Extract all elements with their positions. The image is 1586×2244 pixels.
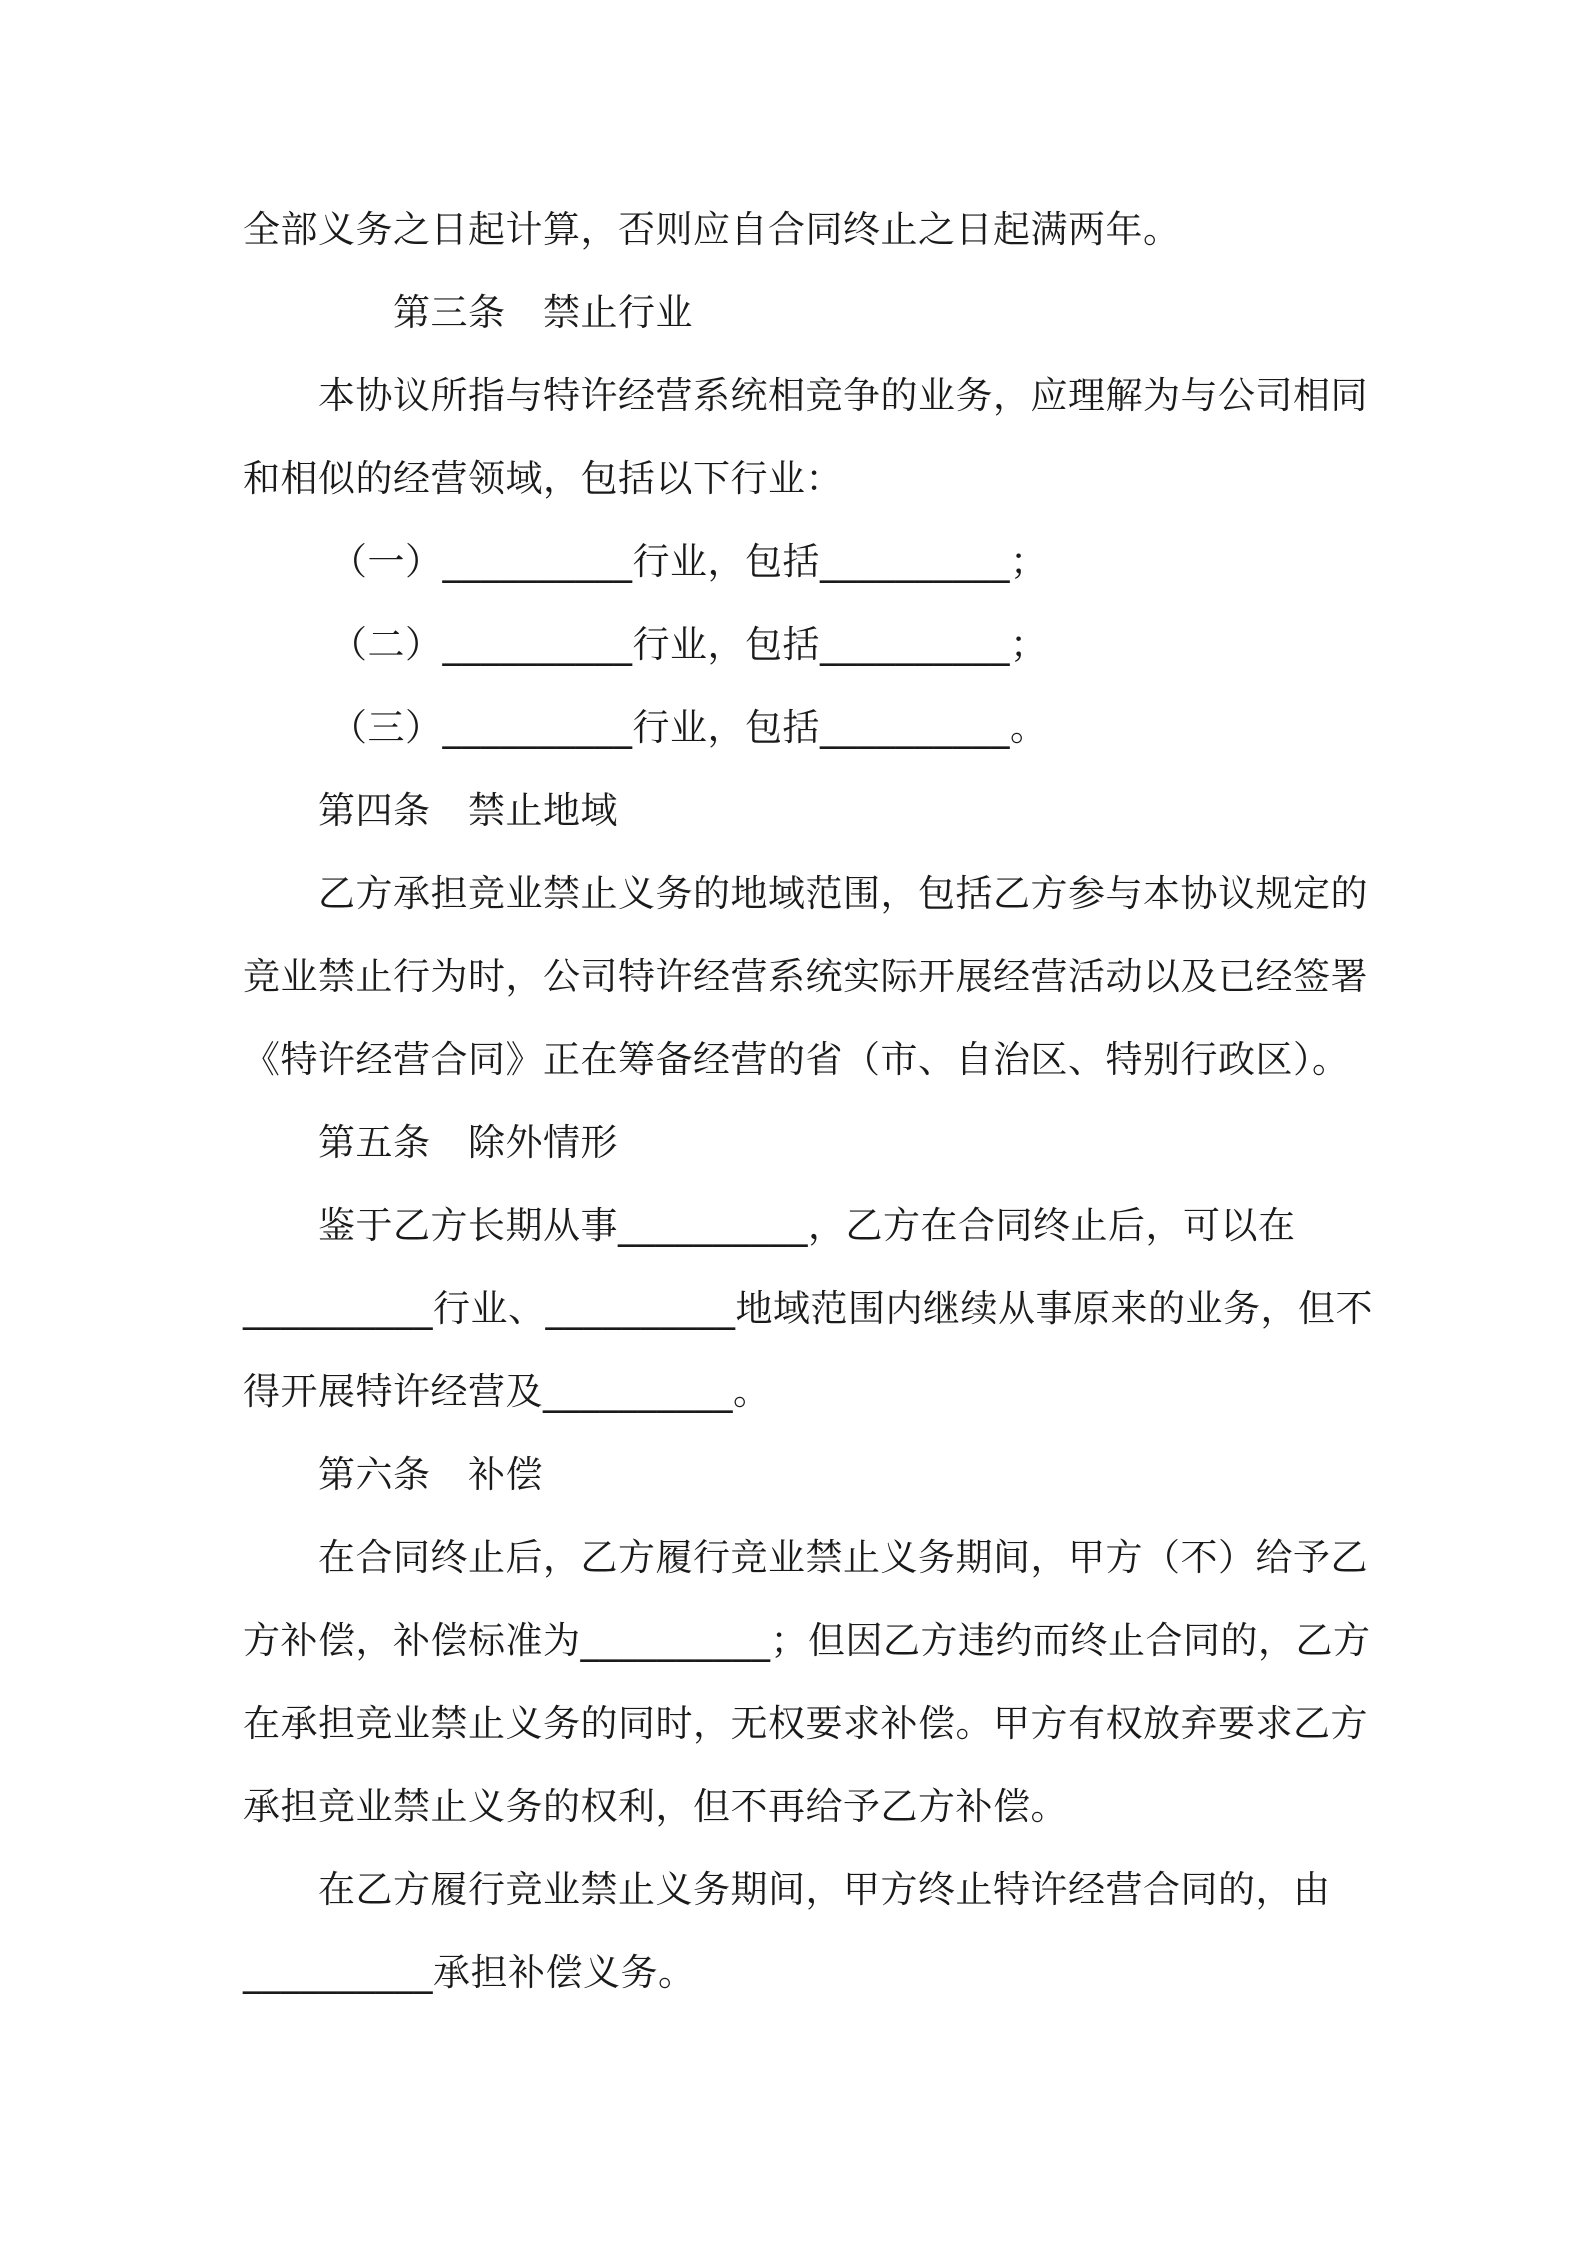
article-4-text-line-1: 乙方承担竞业禁止义务的地域范围，包括乙方参与本协议规定的 — [318, 872, 1368, 915]
article-5-heading: 第五条 除外情形 — [318, 1121, 618, 1164]
article-6-heading: 第六条 补偿 — [318, 1453, 543, 1496]
article-3-heading: 第三条 禁止行业 — [393, 291, 693, 334]
paragraph-continuation: 全部义务之日起计算，否则应自合同终止之日起满两年。 — [243, 208, 1181, 251]
article-5-text-line-3: 得开展特许经营及__________。 — [243, 1370, 771, 1413]
article-4-text-line-3: 《特许经营合同》正在筹备经营的省（市、自治区、特别行政区）。 — [243, 1038, 1350, 1081]
article-4-heading: 第四条 禁止地域 — [318, 789, 618, 832]
article-3-text-line-2: 和相似的经营领域，包括以下行业： — [243, 457, 843, 500]
article-6-text-line-5: 在乙方履行竞业禁止义务期间，甲方终止特许经营合同的，由 — [318, 1868, 1331, 1911]
article-3-text-line-1: 本协议所指与特许经营系统相竞争的业务，应理解为与公司相同 — [318, 374, 1368, 417]
article-3-item-1: （一）__________行业，包括__________； — [330, 540, 1048, 583]
article-6-text-line-2: 方补偿，补偿标准为__________；但因乙方违约而终止合同的，乙方 — [243, 1619, 1371, 1662]
article-6-text-line-6: __________承担补偿义务。 — [243, 1951, 696, 1994]
article-5-text-line-1: 鉴于乙方长期从事__________，乙方在合同终止后，可以在 — [318, 1204, 1296, 1247]
article-6-text-line-3: 在承担竞业禁止义务的同时，无权要求补偿。甲方有权放弃要求乙方 — [243, 1702, 1368, 1745]
article-3-item-2: （二）__________行业，包括__________； — [330, 623, 1048, 666]
article-6-text-line-1: 在合同终止后，乙方履行竞业禁止义务期间，甲方（不）给予乙 — [318, 1536, 1368, 1579]
article-5-text-line-2: __________行业、__________地域范围内继续从事原来的业务，但不 — [243, 1287, 1373, 1330]
article-4-text-line-2: 竞业禁止行为时，公司特许经营系统实际开展经营活动以及已经签署 — [243, 955, 1368, 998]
article-3-item-3: （三）__________行业，包括__________。 — [330, 706, 1048, 749]
article-6-text-line-4: 承担竞业禁止义务的权利，但不再给予乙方补偿。 — [243, 1785, 1068, 1828]
